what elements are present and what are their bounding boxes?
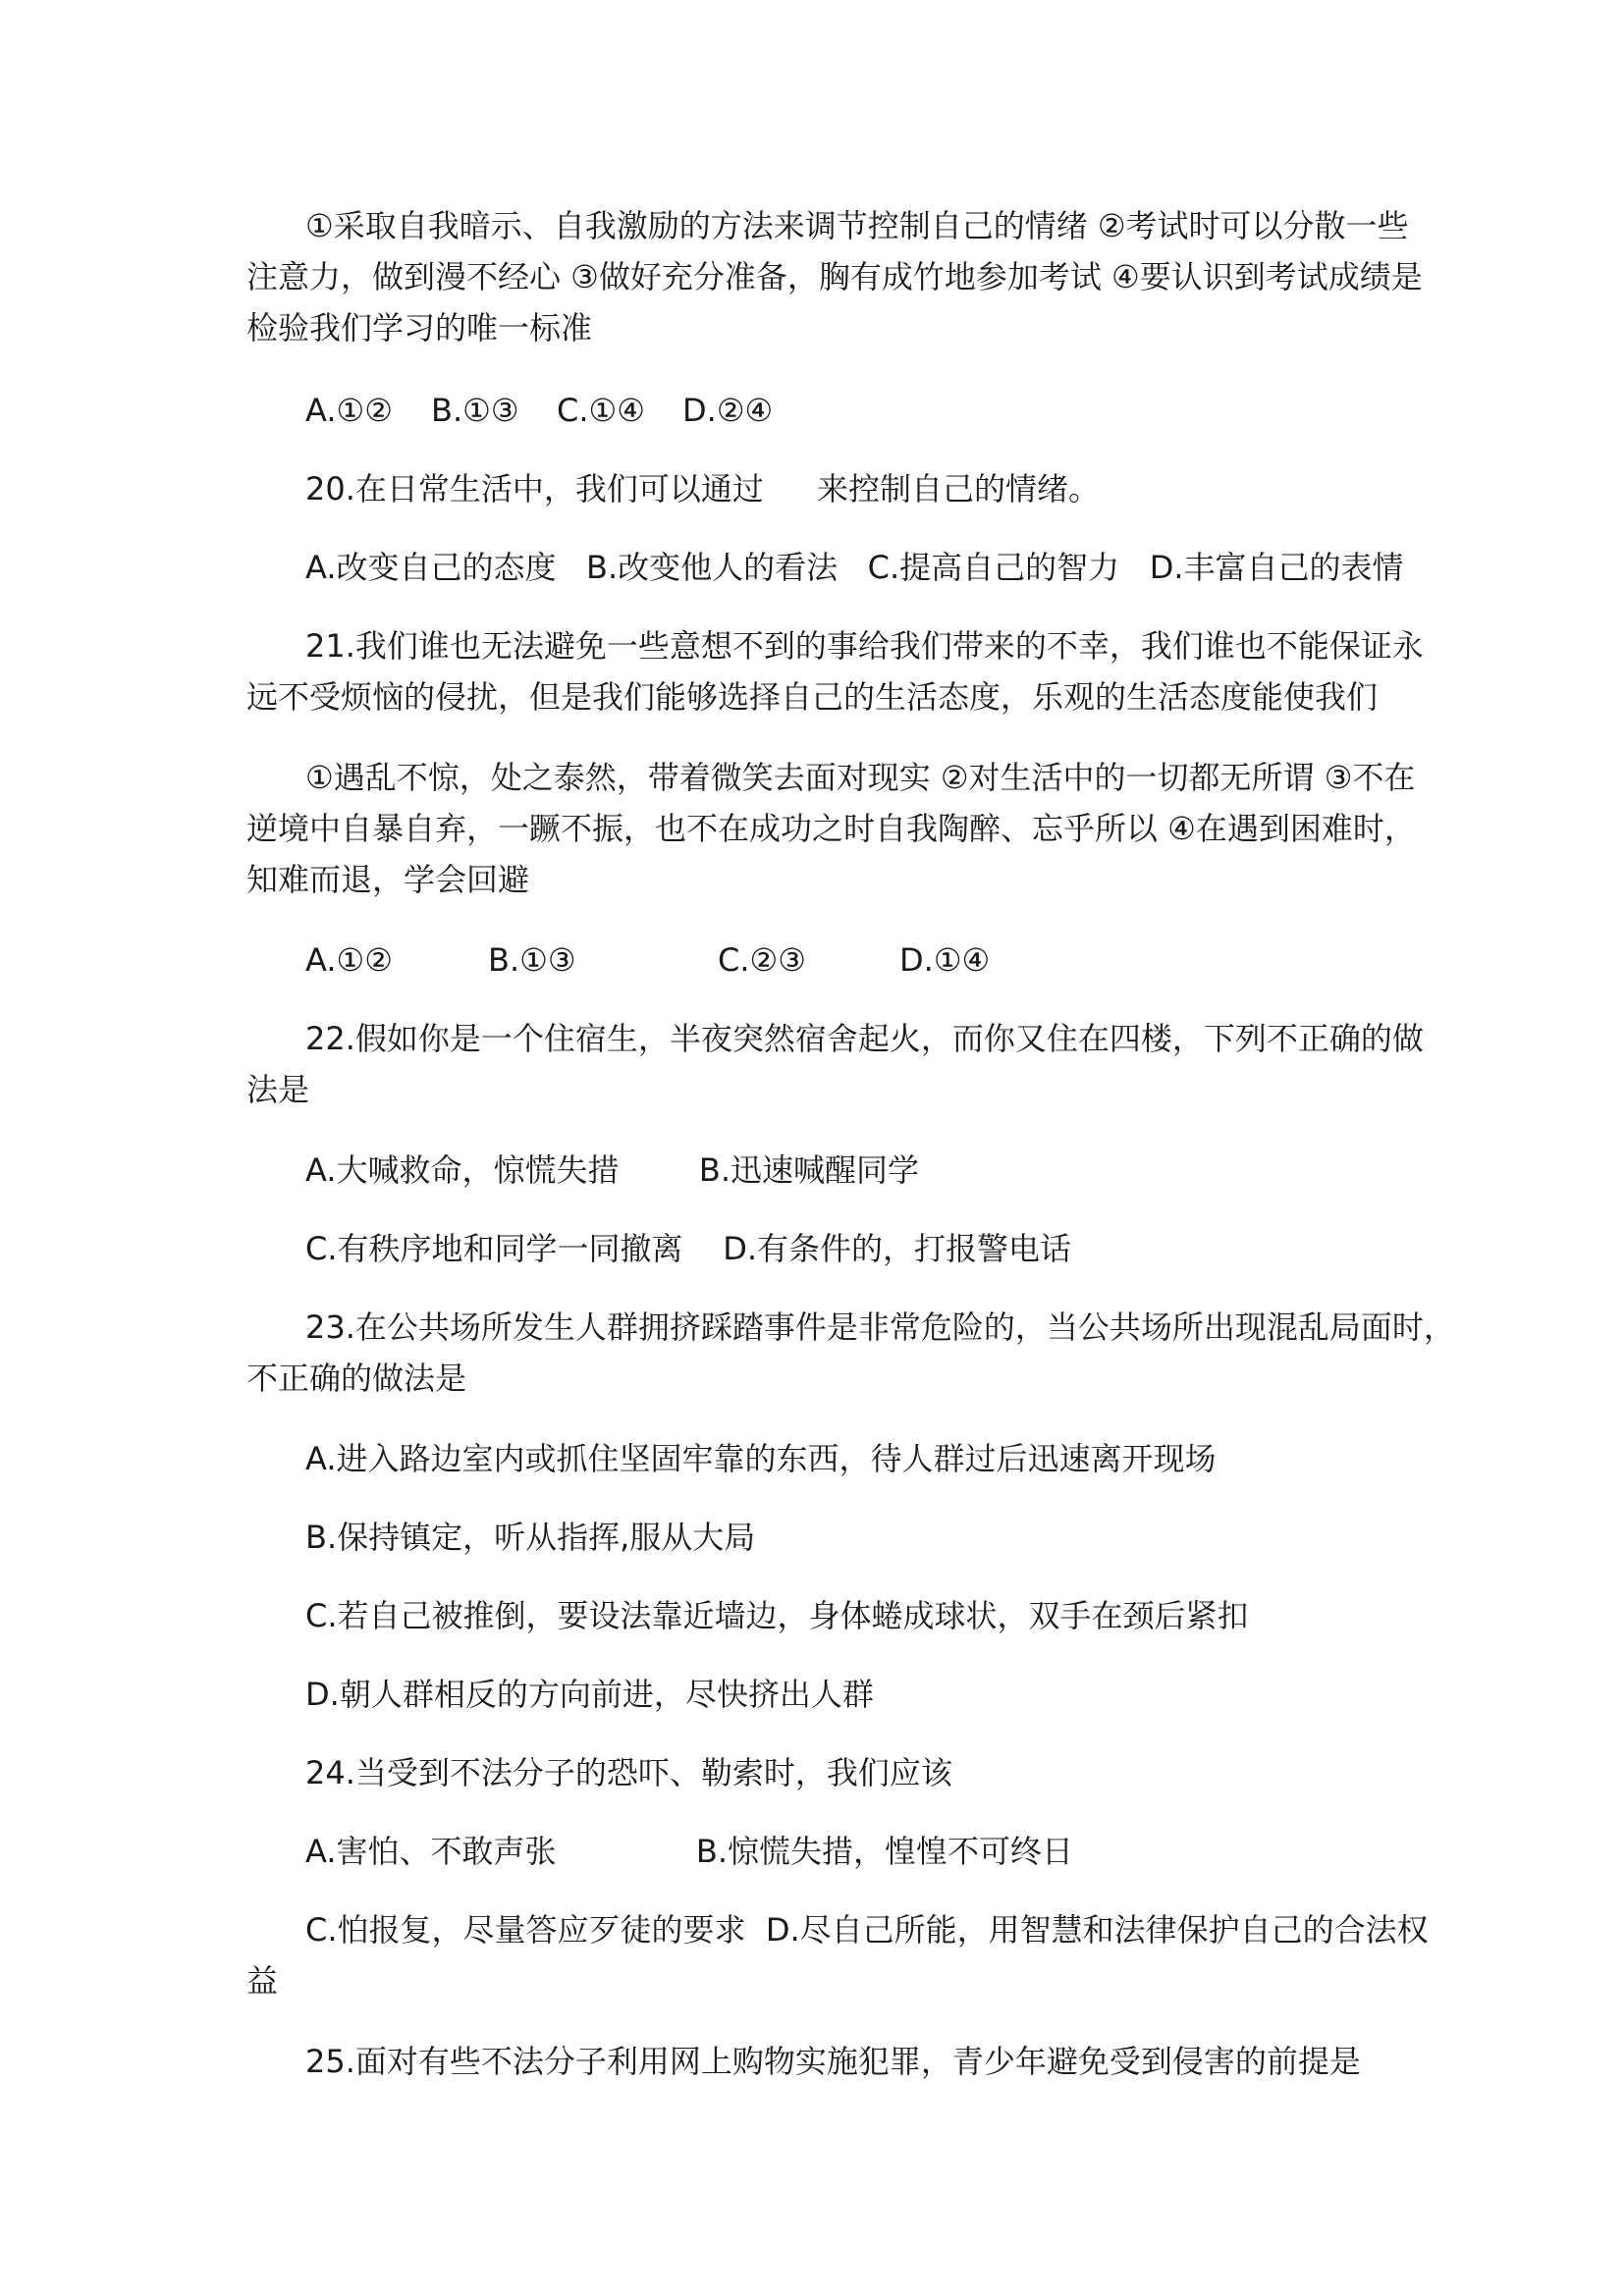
q23-option-b: B.保持镇定，听从指挥,服从大局 bbox=[305, 1519, 756, 1556]
q20-options: A.改变自己的态度 B.改变他人的看法 C.提高自己的智力 D.丰富自己的表情 bbox=[305, 549, 1404, 586]
q21-option-d: D.①④ bbox=[899, 941, 991, 979]
q25-stem: 25.面对有些不法分子利用网上购物实施犯罪，青少年避免受到侵害的前提是 bbox=[305, 2043, 1361, 2080]
q22-options-line-2: C.有秩序地和同学一同撤离 D.有条件的，打报警电话 bbox=[305, 1230, 1072, 1267]
q19-option-c: C.①④ bbox=[557, 392, 645, 429]
q22-stem-line-1: 22.假如你是一个住宿生，半夜突然宿舍起火，而你又住在四楼，下列不正确的做 bbox=[305, 1020, 1424, 1057]
q21-stem-line-2: 远不受烦恼的侵扰，但是我们能够选择自己的生活态度，乐观的生活态度能使我们 bbox=[246, 678, 1379, 716]
q20-stem-before-blank: 20.在日常生活中，我们可以通过 bbox=[305, 470, 764, 507]
q19-option-a: A.①② bbox=[305, 392, 393, 429]
q22-stem-line-2: 法是 bbox=[246, 1071, 310, 1108]
q23-option-a: A.进入路边室内或抓住坚固牢靠的东西，待人群过后迅速离开现场 bbox=[305, 1440, 1217, 1477]
q24-options-line-2: C.怕报复，尽量答应歹徒的要求 D.尽自己所能，用智慧和法律保护自己的合法权 bbox=[305, 1911, 1429, 1949]
q19-statement-line-2: 注意力，做到漫不经心 ③做好充分准备，胸有成竹地参加考试 ④要认识到考试成绩是 bbox=[246, 258, 1423, 295]
q19-statement-line-3: 检验我们学习的唯一标准 bbox=[246, 309, 593, 347]
q23-stem-line-1: 23.在公共场所发生人群拥挤踩踏事件是非常危险的，当公共场所出现混乱局面时， bbox=[305, 1308, 1455, 1346]
q21-option-a: A.①② bbox=[305, 941, 393, 979]
q19-statement-line-1: ①采取自我暗示、自我激励的方法来调节控制自己的情绪 ②考试时可以分散一些 bbox=[305, 207, 1409, 244]
q21-stem-line-1: 21.我们谁也无法避免一些意想不到的事给我们带来的不幸，我们谁也不能保证永 bbox=[305, 627, 1424, 665]
q22-options-line-1: A.大喊救命，惊慌失措 B.迅速喊醒同学 bbox=[305, 1151, 920, 1189]
q24-options-line-1: A.害怕、不敢声张 B.惊慌失措，惶惶不可终日 bbox=[305, 1833, 1074, 1870]
q21-statement-line-2: 逆境中自暴自弃，一蹶不振，也不在成功之时自我陶醉、忘乎所以 ④在遇到困难时， bbox=[246, 810, 1416, 847]
q23-stem-line-2: 不正确的做法是 bbox=[246, 1360, 467, 1397]
q21-statement-line-3: 知难而退，学会回避 bbox=[246, 861, 530, 898]
q21-statement-line-1: ①遇乱不惊，处之泰然，带着微笑去面对现实 ②对生活中的一切都无所谓 ③不在 bbox=[305, 759, 1416, 796]
q20-stem-after-blank: 来控制自己的情绪。 bbox=[817, 470, 1101, 507]
q21-option-c: C.②③ bbox=[718, 941, 806, 979]
q23-option-d: D.朝人群相反的方向前进，尽快挤出人群 bbox=[305, 1676, 874, 1713]
q23-option-c: C.若自己被推倒，要设法靠近墙边，身体蜷成球状，双手在颈后紧扣 bbox=[305, 1597, 1249, 1634]
q19-option-d: D.②④ bbox=[682, 392, 774, 429]
q21-option-b: B.①③ bbox=[488, 941, 576, 979]
q24-options-line-3: 益 bbox=[246, 1962, 279, 2000]
q19-option-b: B.①③ bbox=[431, 392, 519, 429]
q24-stem: 24.当受到不法分子的恐吓、勒索时，我们应该 bbox=[305, 1754, 952, 1791]
